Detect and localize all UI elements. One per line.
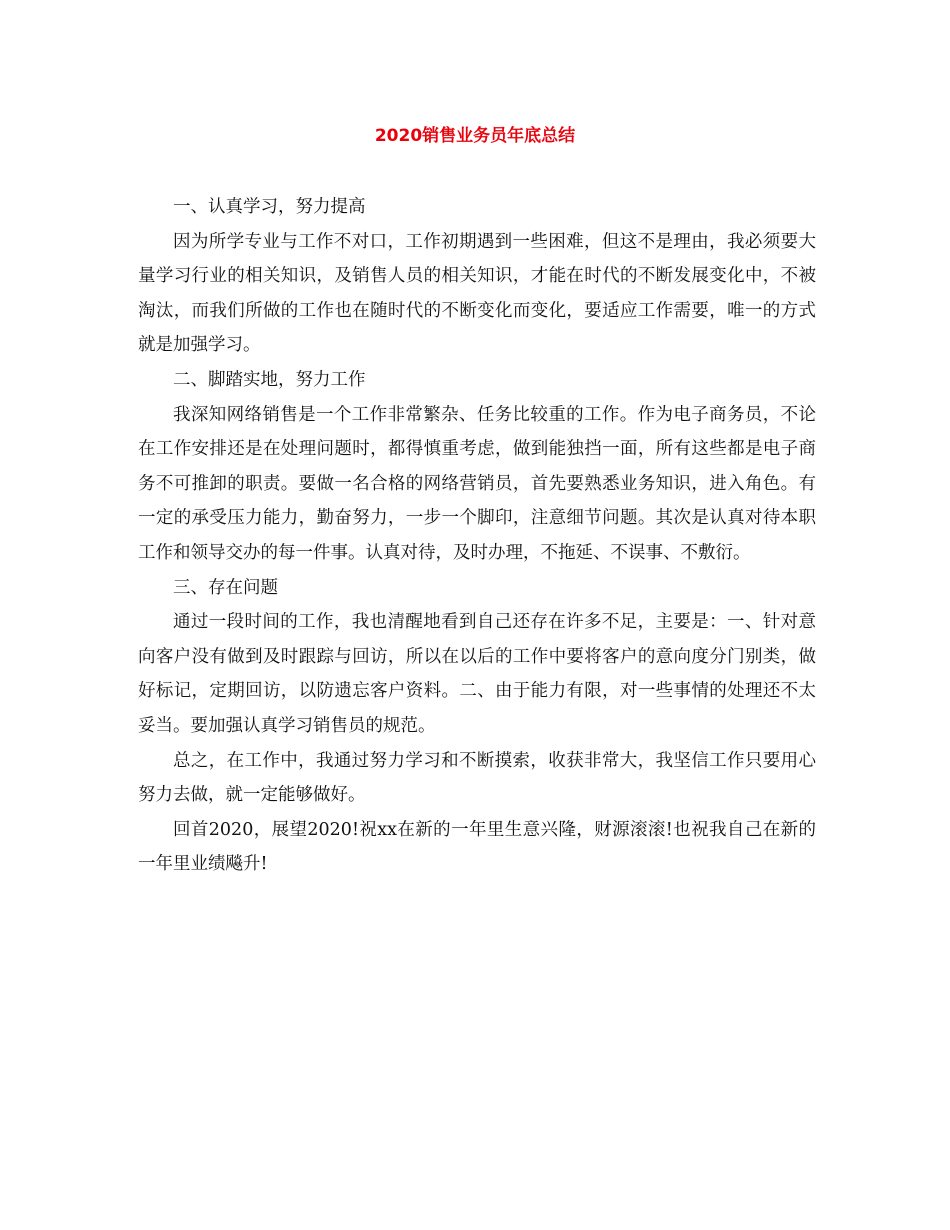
section-heading-work: 二、脚踏实地，努力工作 <box>173 369 366 390</box>
paragraph-work: 我深知网络销售是一个工作非常繁杂、任务比较重的工作。作为电子商务员，不论在工作安排还是在处理问题时，都得慎重考虑，做到能独挡一面，所有这些都是电子商务不可推卸的职责。要做一名合格的网络营销员，首先要熟悉业务知识，进入角色。有一定的承受压力能力，勤奋努力，一步一个脚印，注意细节问题。其次是认真对待本职工作和领导交办的每一件事。认真对待，及时办理，不拖延、不误事、不敷衍。 <box>138 404 816 563</box>
paragraph-study: 因为所学专业与工作不对口，工作初期遇到一些困难，但这不是理由，我必须要大量学习行业的相关知识，及销售人员的相关知识，才能在时代的不断发展变化中，不被淘汰，而我们所做的工作也在随时代的不断变化而变化，要适应工作需要，唯一的方式就是加强学习。 <box>138 231 816 356</box>
paragraph-summary: 总之，在工作中，我通过努力学习和不断摸索，收获非常大，我坚信工作只要用心努力去做，就一定能够做好。 <box>138 750 816 806</box>
document-title: 2020销售业务员年底总结 <box>374 126 576 146</box>
section-heading-study: 一、认真学习，努力提高 <box>173 197 366 217</box>
paragraph-closing: 回首2020，展望2020!祝xx在新的一年里生意兴隆，财源滚滚!也祝我自己在新的一年里业绩飚升! <box>138 819 816 875</box>
paragraph-problems: 通过一段时间的工作，我也清醒地看到自己还存在许多不足，主要是：一、针对意向客户没有做到及时跟踪与回访，所以在以后的工作中要将客户的意向度分门别类，做好标记，定期回访，以防遗忘客户资料。二、由于能力有限，对一些事情的处理还不太妥当。要加强认真学习销售员的规范。 <box>138 612 816 736</box>
section-heading-problems: 三、存在问题 <box>173 577 278 598</box>
document-body <box>138 190 816 882</box>
